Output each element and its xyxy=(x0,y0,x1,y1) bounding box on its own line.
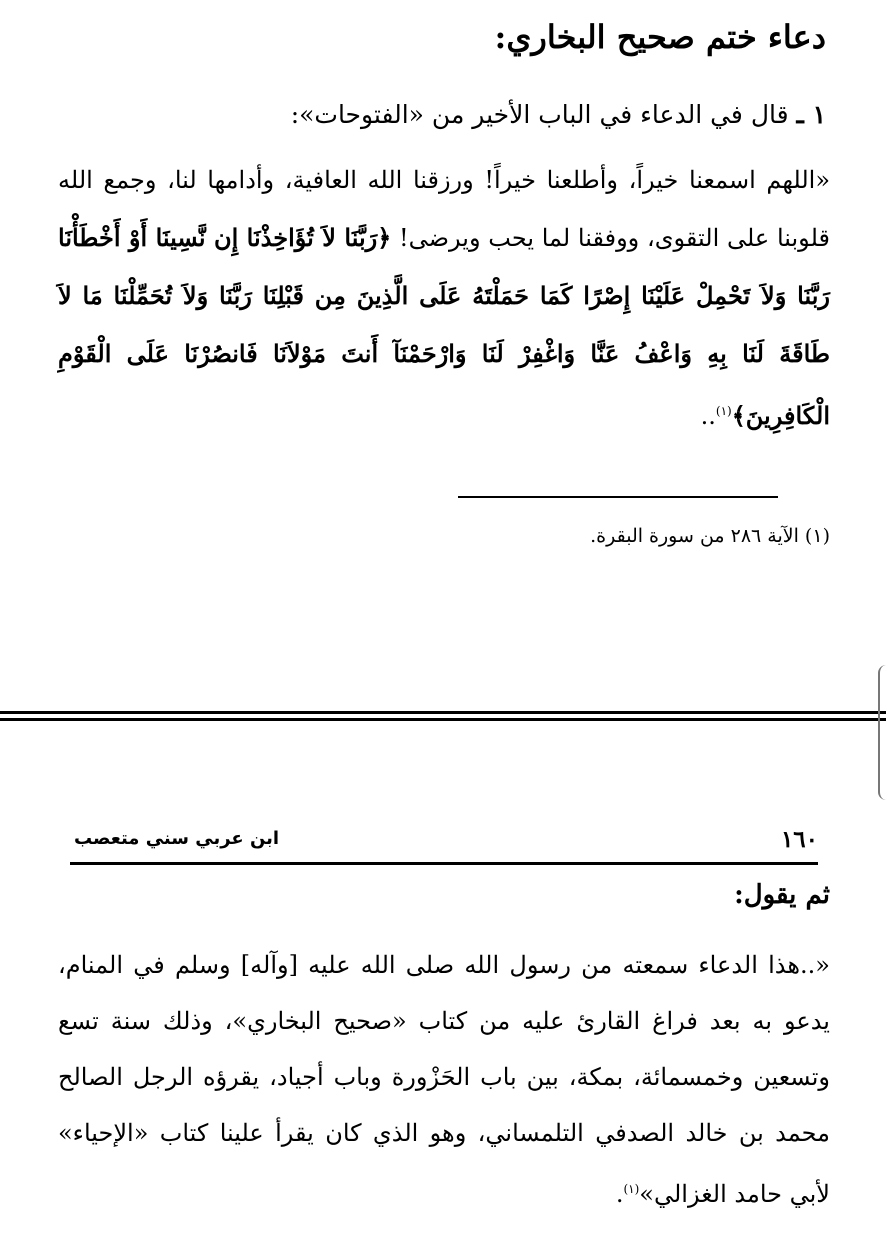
quote-text: «..هذا الدعاء سمعته من رسول الله صلى الله عليه [وآله] وسلم في المنام، يدعو به بعد فراغ القارئ عليه من كتاب «صحيح البخاري»، وذلك سنة تسع وتسعين وخمسمائة، بمكة، بين باب الحَزْورة وباب أجياد، يقرؤه الرجل الصالح محمد بن خالد الصدفي التلمساني، وهو الذي كان يقرأ علينا كتاب «الإحياء» لأبي حامد الغزالي» xyxy=(58,951,830,1208)
item-text: قال في الدعاء في الباب الأخير من «الفتوحات»: xyxy=(290,100,789,129)
footnote-marker: (١) xyxy=(715,404,732,418)
running-header xyxy=(70,826,818,860)
sub-heading: ثم يقول: xyxy=(734,880,830,910)
page-number: ١٦٠ xyxy=(780,826,818,853)
quote-end: . xyxy=(615,1180,624,1208)
page-edge-tab xyxy=(878,665,886,800)
footnote: (١) الآية ٢٨٦ من سورة البقرة. xyxy=(590,525,830,547)
item-number: ١ ـ xyxy=(796,100,826,129)
quote-paragraph xyxy=(58,937,830,1222)
section-heading: دعاء ختم صحيح البخاري: xyxy=(494,18,826,56)
quran-verse: ﴿رَبَّنَا لاَ تُؤَاخِذْنَا إِن نَّسِينَا أَوْ أَخْطَأْنَا رَبَّنَا وَلاَ تَحْمِلْ عَلَيْنَا إِصْرًا كَمَا حَمَلْتَهُ عَلَى الَّذِينَ مِن قَبْلِنَا رَبَّنَا وَلاَ تُحَمِّلْنَا مَا لاَ طَاقَةَ لَنَا بِهِ وَاعْفُ عَنَّا وَاغْفِرْ لَنَا وَارْحَمْنَآ أَنتَ مَوْلاَنَا فَانصُرْنَا عَلَى الْقَوْمِ الْكَافِرِينَ﴾ xyxy=(58,223,830,430)
footnote-divider xyxy=(458,496,778,498)
prayer-paragraph xyxy=(58,152,830,445)
prayer-text: «اللهم اسمعنا خيراً، وأطلعنا خيراً! ورزقنا الله العافية، وأدامها لنا، وجمع الله قلوبنا على التقوى، ووفقنا لما يحب ويرضى! xyxy=(58,166,831,252)
paragraph-end: .. xyxy=(700,402,716,430)
footnote-marker-bottom: (١) xyxy=(623,1182,640,1196)
item-line xyxy=(291,100,826,129)
page-separator xyxy=(0,711,886,721)
book-title: ابن عربي سني متعصب xyxy=(74,828,280,849)
header-rule xyxy=(70,862,818,865)
